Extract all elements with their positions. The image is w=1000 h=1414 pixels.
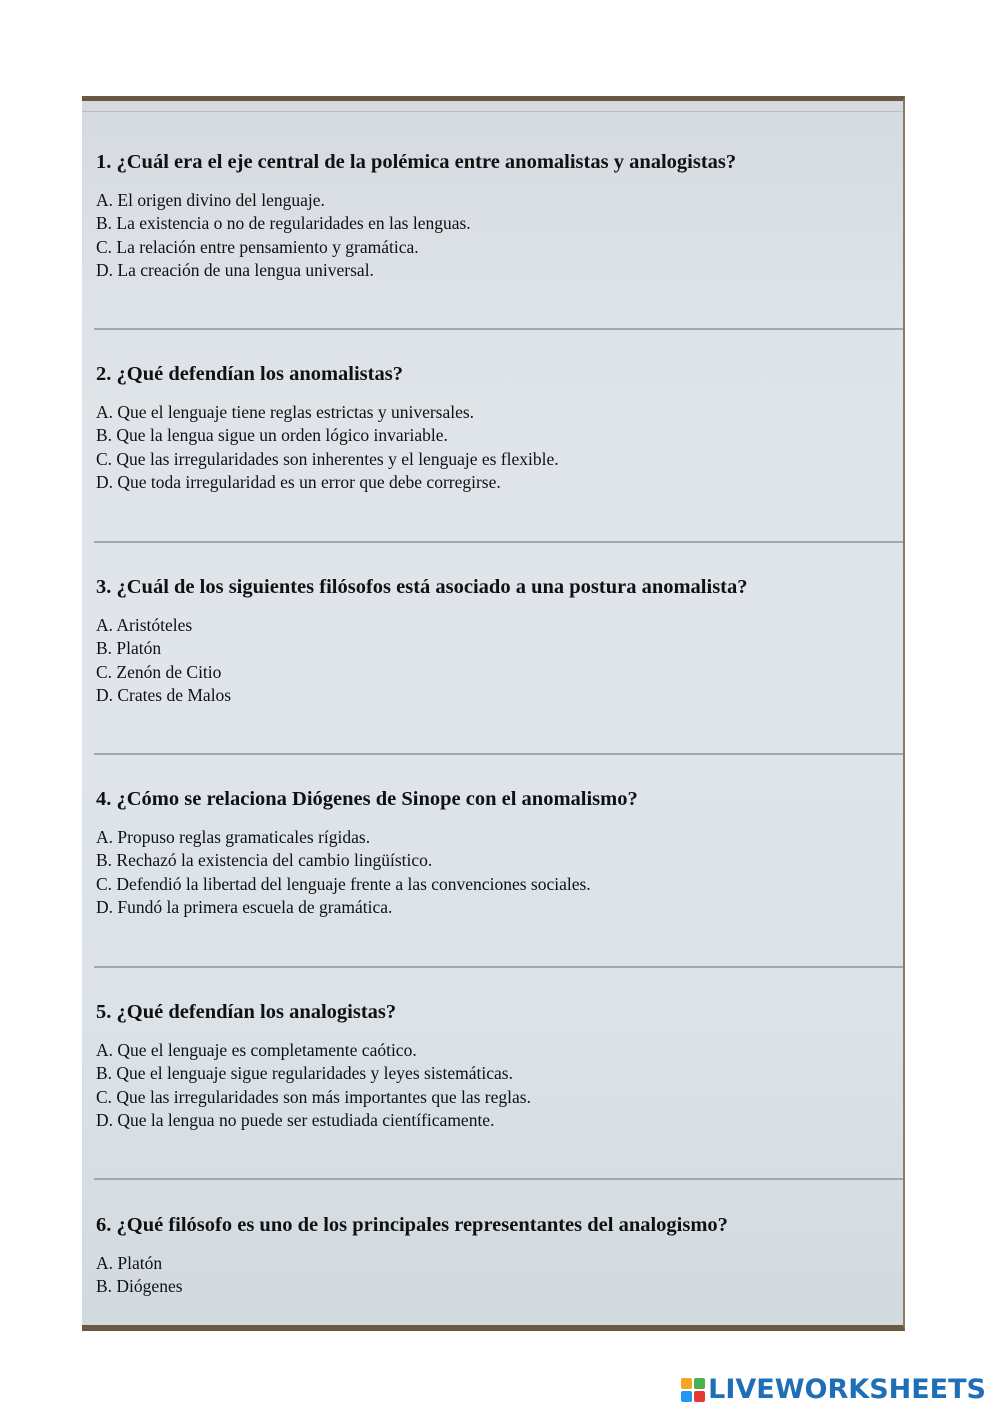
question-title: 6. ¿Qué filósofo es uno de los principales representantes del analogismo?	[96, 1214, 728, 1236]
answer-option: B. Que la lengua sigue un orden lógico invariable.	[96, 425, 448, 446]
answer-option: C. Defendió la libertad del lenguaje frente a las convenciones sociales.	[96, 873, 591, 894]
answer-option: D. Que la lengua no puede ser estudiada científicamente.	[96, 1109, 495, 1130]
question-6	[96, 1212, 903, 1299]
answer-option: C. Que las irregularidades son inherentes y el lenguaje es flexible.	[96, 448, 559, 469]
question-5	[96, 999, 903, 1132]
section-divider	[94, 328, 903, 330]
answer-option: A. Propuso reglas gramaticales rígidas.	[96, 827, 371, 847]
question-title: 4. ¿Cómo se relaciona Diógenes de Sinope con el anomalismo?	[96, 788, 638, 810]
answer-option: C. Zenón de Citio	[96, 661, 222, 682]
answer-option: B. Diógenes	[96, 1276, 183, 1297]
section-divider	[94, 966, 903, 968]
section-divider	[94, 753, 903, 755]
answer-option: A. Que el lenguaje es completamente caótico.	[96, 1040, 417, 1060]
answer-option: C. La relación entre pensamiento y gramática.	[96, 236, 419, 257]
question-2	[96, 361, 903, 494]
answer-option: B. La existencia o no de regularidades en las lenguas.	[96, 213, 471, 234]
question-1	[96, 149, 903, 282]
answer-option: B. Rechazó la existencia del cambio lingüístico.	[96, 850, 433, 871]
question-title: 3. ¿Cuál de los siguientes filósofos está asociado a una postura anomalista?	[96, 576, 748, 598]
question-title: 5. ¿Qué defendían los analogistas?	[96, 1001, 397, 1023]
answer-option: A. Platón	[96, 1253, 163, 1273]
answer-option: C. Que las irregularidades son más importantes que las reglas.	[96, 1086, 531, 1107]
answer-option: A. Aristóteles	[96, 615, 193, 635]
answer-option: A. El origen divino del lenguaje.	[96, 190, 325, 210]
section-divider	[94, 541, 903, 543]
worksheet-sheet	[82, 96, 905, 1331]
question-4	[96, 786, 903, 919]
answer-option: D. La creación de una lengua universal.	[96, 259, 374, 280]
question-title: 2. ¿Qué defendían los anomalistas?	[96, 363, 403, 385]
answer-option: D. Fundó la primera escuela de gramática.	[96, 896, 393, 917]
answer-option: D. Crates de Malos	[96, 684, 232, 705]
answer-option: D. Que toda irregularidad es un error que debe corregirse.	[96, 471, 501, 492]
answer-option: A. Que el lenguaje tiene reglas estrictas y universales.	[96, 402, 475, 422]
liveworksheets-logo[interactable]	[681, 1374, 986, 1405]
liveworksheets-logo-icon	[681, 1378, 705, 1402]
question-3	[96, 574, 903, 707]
answer-option: B. Que el lenguaje sigue regularidades y leyes sistemáticas.	[96, 1063, 513, 1084]
question-title: 1. ¿Cuál era el eje central de la polémica entre anomalistas y analogistas?	[96, 151, 737, 173]
logo-text: LIVEWORKSHEETS	[708, 1374, 986, 1405]
section-divider	[94, 1178, 903, 1180]
answer-option: B. Platón	[96, 638, 162, 659]
